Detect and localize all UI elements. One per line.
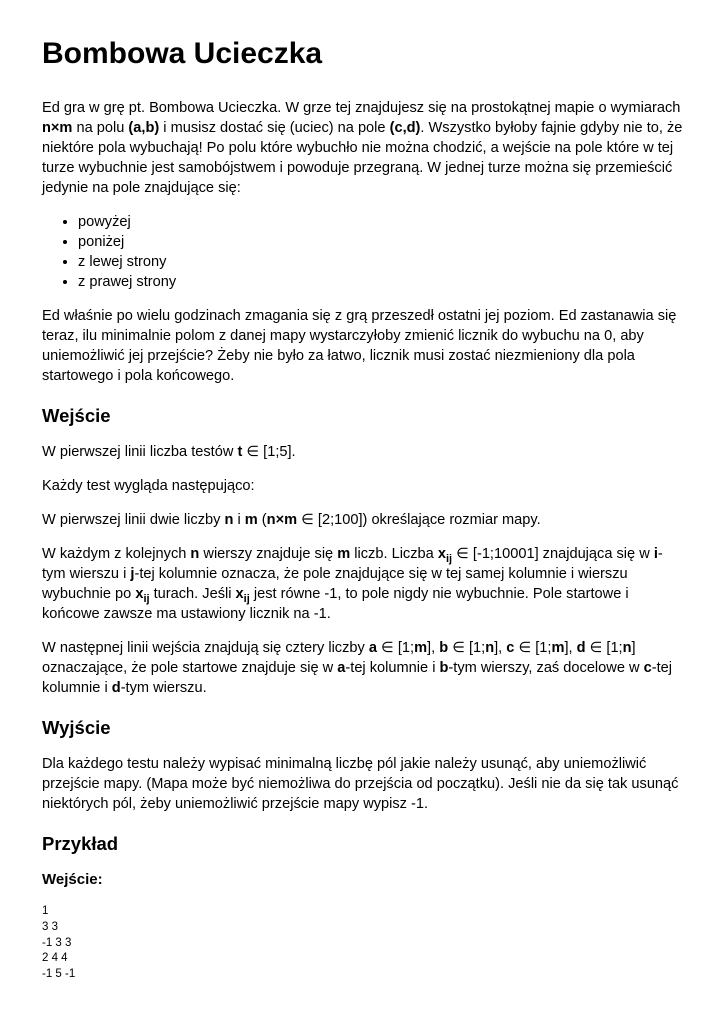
example-input-line: 3 3 <box>42 920 58 933</box>
list-item: • poniżej <box>78 232 684 252</box>
list-item: • z lewej strony <box>78 252 684 272</box>
example-input-line: -1 3 3 <box>42 936 72 949</box>
output-paragraph: Dla każdego testu należy wypisać minimalną liczbę pól jakie należy usunąć, aby uniemożliwić przejście mapy. (Mapa może być niemożliwa do przejścia od początku). Jeśli nie da się tak usunąć niektórych pól, żeby uniemożliwić przejście mapy wypisz -1. <box>42 756 679 812</box>
input-coords-paragraph: W następnej linii wejścia znajdują się cztery liczby a ∈ [1;m], b ∈ [1;n], c ∈ [1;m], d ∈ [1;n] oznaczające, że pole startowe znajduje się w a-tej kolumnie i b-tym wierszy, zaś docelowe w c-tej kolumnie i d-tym wierszu. <box>42 640 672 696</box>
example-input-block <box>42 904 684 983</box>
example-input-line: -1 5 -1 <box>42 968 76 981</box>
example-input-line: 1 <box>42 905 49 917</box>
input-size-paragraph: W pierwszej linii dwie liczby n i m (n×m ∈ [2;100]) określające rozmiar mapy. <box>42 512 541 528</box>
list-item: • powyżej <box>78 212 684 232</box>
story-paragraph: Ed właśnie po wielu godzinach zmagania się z grą przeszedł ostatni jej poziom. Ed zastanawia się teraz, ilu minimalnie polom z danej mapy wystarczyłoby zmienić licznik do wybuchu na 0, aby uniemożliwić jej przejście? Żeby nie było za łatwo, licznik musi zostać niezmieniony dla pola startowego i pola końcowego. <box>42 308 677 384</box>
moves-list <box>42 212 684 292</box>
example-input-label: Wejście: <box>42 871 103 888</box>
input-tests-paragraph: W pierwszej linii liczba testów t ∈ [1;5]. <box>42 444 296 460</box>
example-heading: Przykład <box>42 833 119 854</box>
intro-paragraph: Ed gra w grę pt. Bombowa Ucieczka. W grze tej znajdujesz się na prostokątnej mapie o wymiarach n×m na polu (a,b) i musisz dostać się (uciec) na pole (c,d). Wszystko byłoby fajnie gdyby nie to, że niektóre pola wybuchają! Po polu które wybuchło nie można chodzić, a wejście na pole które w tej turze wybuchnie jest samobójstwem i powoduje przegraną. W jednej turze można się przemieścić jedynie na pole znajdujące się: <box>42 100 683 196</box>
input-format-paragraph: Każdy test wygląda następująco: <box>42 478 255 494</box>
page-title: Bombowa Ucieczka <box>42 37 323 70</box>
list-item: • z prawej strony <box>78 272 684 292</box>
example-input-line: 2 4 4 <box>42 952 68 965</box>
input-heading: Wejście <box>42 405 111 426</box>
input-grid-paragraph: W każdym z kolejnych n wierszy znajduje się m liczb. Liczba $x_{ij}$ ∈ [-1;10001] znajdująca się w i-tym wierszu i j-tej kolumnie oznacza, że pole znajdujące się w tej samej kolumnie i wierszu wybuchnie po $x_{ij}$ turach. Jeśli $x_{ij}$ jest równe -1, to pole nigdy nie wybuchnie. Pole startowe i końcowe zawsze ma ustawiony licznik na -1. <box>42 546 663 622</box>
output-heading: Wyjście <box>42 717 111 738</box>
